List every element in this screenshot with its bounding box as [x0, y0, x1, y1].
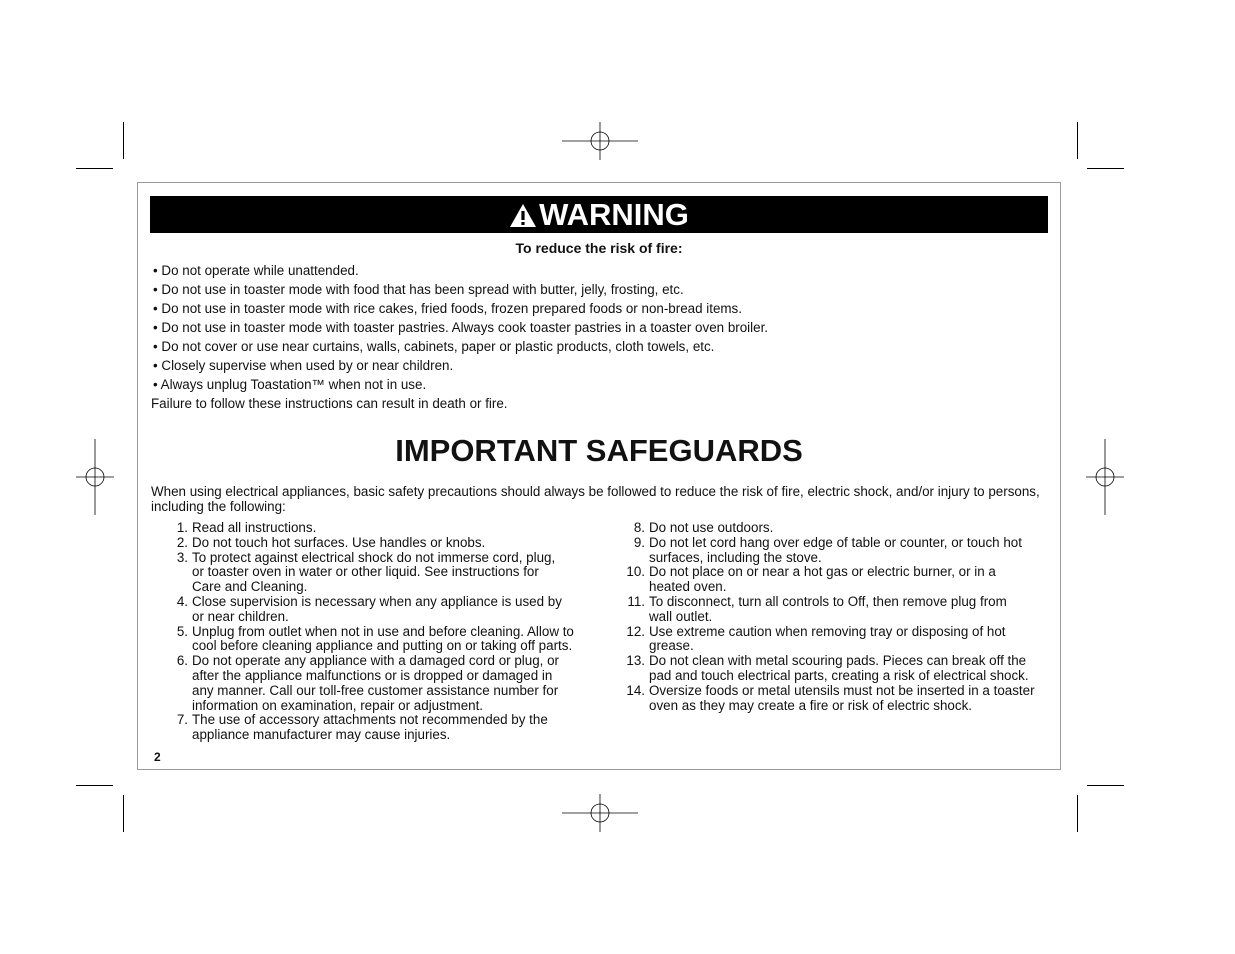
- item-text: Oversize foods or metal utensils must not be inserted in a toaster oven as they may create a fire or risk of electric shock.: [649, 682, 1035, 713]
- safeguards-list-right: [608, 521, 1048, 713]
- item-number: 4.: [176, 593, 188, 609]
- list-item: [151, 625, 591, 655]
- item-number: 5.: [176, 623, 188, 639]
- list-item: • Do not use in toaster mode with toaster pastries. Always cook toaster pastries in a toaster oven broiler.: [153, 320, 769, 335]
- item-number: 14.: [626, 682, 645, 698]
- list-item: • Do not use in toaster mode with rice cakes, fried foods, frozen prepared foods or non-bread items.: [153, 301, 742, 316]
- item-text: Read all instructions.: [192, 520, 317, 535]
- list-item: [151, 595, 591, 625]
- list-item: [608, 654, 1048, 684]
- list-item: [608, 595, 1048, 625]
- crop-mark: [1077, 122, 1078, 159]
- fire-risk-heading: To reduce the risk of fire:: [515, 240, 683, 256]
- warning-banner: [150, 196, 1048, 233]
- item-number: 2.: [176, 534, 188, 550]
- registration-mark-icon: [57, 439, 133, 515]
- crop-mark: [76, 785, 113, 786]
- item-text: The use of accessory attachments not recommended by the appliance manufacturer may cause injuries.: [192, 712, 548, 743]
- list-item: • Closely supervise when used by or near children.: [153, 358, 454, 373]
- list-item: [608, 625, 1048, 655]
- crop-mark: [123, 795, 124, 832]
- list-item: [608, 684, 1048, 714]
- item-number: 12.: [626, 623, 645, 639]
- item-number: 3.: [176, 549, 188, 565]
- item-number: 8.: [633, 520, 645, 535]
- list-item: [608, 536, 1048, 566]
- crop-mark: [1087, 785, 1124, 786]
- item-text: Do not use outdoors.: [649, 520, 774, 535]
- manual-page: [137, 182, 1061, 770]
- crop-mark: [1077, 795, 1078, 832]
- item-text: Do not clean with metal scouring pads. Pieces can break off the pad and touch electrical parts, creating a risk of electrical shock.: [649, 653, 1029, 683]
- crop-mark: [1087, 168, 1124, 169]
- item-number: 7.: [176, 712, 188, 728]
- list-item: [151, 654, 591, 713]
- item-text: Close supervision is necessary when any appliance is used by or near children.: [192, 593, 562, 624]
- list-item: • Do not cover or use near curtains, walls, cabinets, paper or plastic products, cloth towels, etc.: [153, 339, 715, 354]
- item-number: 10.: [626, 564, 645, 580]
- item-number: 11.: [627, 593, 645, 609]
- crop-mark: [123, 122, 124, 159]
- crop-mark: [76, 168, 113, 169]
- item-number: 13.: [626, 653, 645, 669]
- page-number: 2: [154, 750, 161, 764]
- warning-triangle-icon: [509, 203, 537, 228]
- safeguards-list-left: [151, 521, 591, 743]
- registration-mark-icon: [1067, 439, 1143, 515]
- registration-mark-icon: [562, 775, 638, 851]
- item-number: 9.: [633, 534, 645, 550]
- list-item: [151, 551, 591, 595]
- list-item: [151, 536, 591, 551]
- fire-risk-list: [153, 261, 1043, 413]
- list-item: [608, 521, 1048, 536]
- item-text: Unplug from outlet when not in use and before cleaning. Allow to cool before cleaning appliance and putting on or taking off parts.: [192, 623, 574, 654]
- item-text: Do not operate any appliance with a damaged cord or plug, or after the appliance malfunctions or is dropped or damaged in any manner. Call our toll-free customer assistance number for information on examination, repair or adjustment.: [192, 653, 559, 713]
- safeguards-intro: When using electrical appliances, basic safety precautions should always be followed to reduce the risk of fire, electric shock, and/or injury to persons, including the following:: [151, 484, 1040, 514]
- list-item: • Do not operate while unattended.: [153, 263, 359, 278]
- item-text: Use extreme caution when removing tray or disposing of hot grease.: [649, 623, 1006, 654]
- item-text: To protect against electrical shock do not immerse cord, plug, or toaster oven in water or other liquid. See instructions for Care and Cleaning.: [192, 549, 556, 595]
- item-text: To disconnect, turn all controls to Off, then remove plug from wall outlet.: [649, 593, 1007, 624]
- list-item: • Always unplug Toastation™ when not in use.: [153, 377, 427, 392]
- item-number: 1.: [176, 520, 188, 535]
- list-item: [608, 565, 1048, 595]
- item-number: 6.: [176, 653, 188, 669]
- item-text: Do not let cord hang over edge of table or counter, or touch hot surfaces, including the stove.: [649, 534, 1022, 565]
- fire-risk-closing: Failure to follow these instructions can result in death or fire.: [151, 396, 508, 411]
- registration-mark-icon: [562, 103, 638, 179]
- item-text: Do not place on or near a hot gas or electric burner, or in a heated oven.: [649, 564, 996, 595]
- list-item: [151, 713, 591, 743]
- warning-title: WARNING: [539, 196, 689, 232]
- list-item: • Do not use in toaster mode with food that has been spread with butter, jelly, frosting, etc.: [153, 282, 684, 297]
- item-text: Do not touch hot surfaces. Use handles or knobs.: [192, 534, 486, 550]
- safeguards-title: IMPORTANT SAFEGUARDS: [395, 433, 803, 468]
- list-item: [151, 521, 591, 536]
